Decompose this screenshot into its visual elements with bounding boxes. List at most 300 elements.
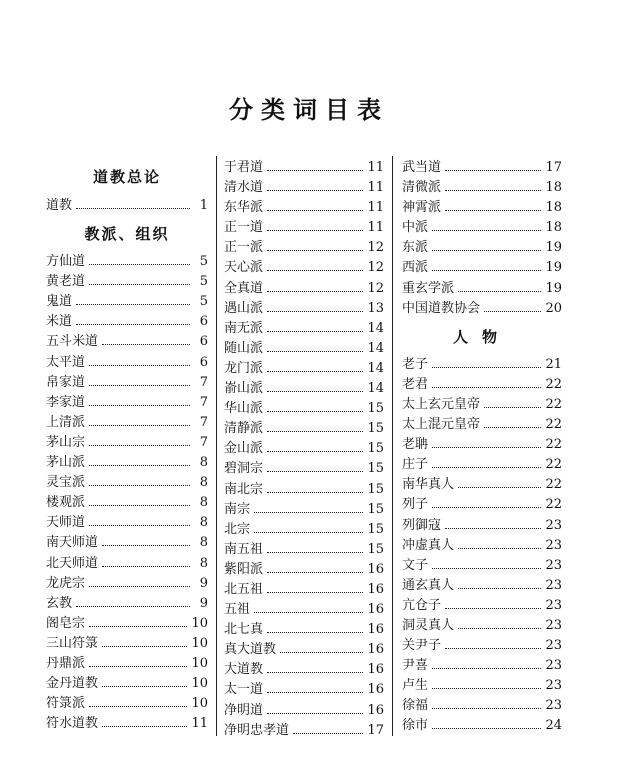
entry-page-number: 6 — [199, 334, 208, 350]
entry-page-number: 18 — [545, 180, 562, 196]
index-entry — [402, 556, 562, 576]
index-entry — [224, 660, 384, 680]
index-entry — [402, 218, 562, 238]
entry-name: 华山派 — [224, 401, 264, 417]
index-entry — [224, 379, 384, 399]
index-entry — [224, 198, 384, 218]
entry-name: 道教 — [46, 198, 73, 213]
entry-page-number: 15 — [367, 441, 384, 457]
entry-page-number: 1 — [199, 198, 208, 213]
entry-name: 李家道 — [46, 394, 86, 410]
entry-page-number: 23 — [545, 557, 562, 573]
entry-page-number: 5 — [199, 254, 208, 270]
index-entry — [402, 279, 562, 299]
entry-name: 阁皂宗 — [46, 615, 86, 631]
entry-page-number: 11 — [367, 220, 384, 236]
leader-dots — [458, 480, 541, 489]
entry-name: 嵛山派 — [224, 381, 264, 397]
entry-name: 茅山宗 — [46, 434, 86, 450]
leader-dots — [267, 202, 363, 211]
entry-name: 庄子 — [402, 457, 429, 473]
entry-name: 于君道 — [224, 160, 264, 175]
entry-page-number: 23 — [545, 597, 562, 613]
entry-page-number: 12 — [367, 240, 384, 256]
leader-dots — [89, 437, 190, 446]
entry-page-number: 19 — [545, 240, 562, 256]
leader-dots — [432, 701, 541, 710]
entry-page-number: 23 — [545, 678, 562, 694]
index-entry — [224, 299, 384, 319]
entry-page-number: 17 — [367, 722, 384, 738]
index-entry — [46, 312, 208, 332]
index-entry — [402, 238, 562, 258]
index-entry — [224, 500, 384, 520]
leader-dots — [267, 444, 363, 453]
index-entry — [224, 439, 384, 459]
entry-name: 重玄学派 — [402, 280, 455, 296]
index-entry — [402, 178, 562, 198]
entry-page-number: 12 — [367, 280, 384, 296]
entry-page-number: 11 — [367, 160, 384, 175]
index-entry — [402, 258, 562, 278]
entry-list — [46, 196, 208, 216]
index-entry — [46, 694, 208, 714]
entry-name: 太一道 — [224, 682, 264, 698]
leader-dots — [445, 182, 541, 191]
index-entry — [402, 355, 562, 375]
entry-list — [402, 355, 562, 737]
leader-dots — [102, 558, 190, 567]
entry-name: 列御寇 — [402, 517, 442, 533]
entry-page-number: 14 — [367, 340, 384, 356]
leader-dots — [280, 644, 363, 653]
entry-page-number: 23 — [545, 537, 562, 553]
entry-page-number: 16 — [367, 642, 384, 658]
leader-dots — [267, 222, 363, 231]
entry-page-number: 23 — [545, 698, 562, 714]
entry-page-number: 15 — [367, 541, 384, 557]
index-entry — [224, 339, 384, 359]
entry-page-number: 23 — [545, 577, 562, 593]
entry-name: 鬼道 — [46, 294, 73, 310]
index-entry — [224, 560, 384, 580]
index-entry — [402, 696, 562, 716]
entry-name: 遇山派 — [224, 300, 264, 316]
entry-page-number: 15 — [367, 401, 384, 417]
index-entry — [402, 616, 562, 636]
entry-page-number: 10 — [191, 676, 208, 692]
index-entry — [402, 656, 562, 676]
entry-page-number: 24 — [545, 718, 562, 734]
index-entry — [402, 636, 562, 656]
index-entry — [46, 332, 208, 352]
leader-dots — [76, 598, 190, 607]
leader-dots — [267, 303, 363, 312]
entry-page-number: 16 — [367, 702, 384, 718]
index-entry — [402, 455, 562, 475]
index-entry — [46, 554, 208, 574]
entry-page-number: 20 — [545, 300, 562, 316]
entry-page-number: 10 — [191, 615, 208, 631]
entry-name: 关尹子 — [402, 638, 442, 654]
entry-name: 真大道教 — [224, 642, 277, 658]
entry-page-number: 6 — [199, 354, 208, 370]
leader-dots — [89, 357, 190, 366]
leader-dots — [432, 263, 541, 272]
entry-name: 北天师道 — [46, 555, 99, 571]
leader-dots — [89, 377, 190, 386]
entry-page-number: 8 — [199, 475, 208, 491]
entry-page-number: 15 — [367, 521, 384, 537]
index-entry — [224, 158, 384, 178]
index-entry — [224, 721, 384, 741]
index-entry — [224, 218, 384, 238]
entry-name: 卢生 — [402, 678, 429, 694]
leader-dots — [432, 680, 541, 689]
leader-dots — [267, 423, 363, 432]
entry-name: 黄老道 — [46, 274, 86, 290]
index-entry — [402, 375, 562, 395]
index-column-2 — [224, 158, 384, 741]
leader-dots — [267, 363, 363, 372]
leader-dots — [267, 464, 363, 473]
entry-name: 碧洞宗 — [224, 461, 264, 477]
entry-name: 全真道 — [224, 280, 264, 296]
leader-dots — [445, 600, 541, 609]
index-entry — [402, 395, 562, 415]
entry-page-number: 19 — [545, 280, 562, 296]
entry-page-number: 15 — [367, 461, 384, 477]
leader-dots — [458, 540, 541, 549]
entry-page-number: 8 — [199, 495, 208, 511]
leader-dots — [432, 500, 541, 509]
entry-name: 楼观派 — [46, 495, 86, 511]
entry-name: 龙门派 — [224, 360, 264, 376]
index-entry — [46, 433, 208, 453]
leader-dots — [267, 564, 363, 573]
index-entry — [224, 701, 384, 721]
leader-dots — [267, 584, 363, 593]
entry-list — [402, 158, 562, 319]
leader-dots — [267, 705, 363, 714]
entry-page-number: 17 — [545, 160, 562, 175]
entry-page-number: 14 — [367, 381, 384, 397]
leader-dots — [267, 162, 363, 171]
page-title: 分类词目表 — [229, 95, 389, 124]
column-divider — [216, 156, 217, 736]
leader-dots — [102, 538, 190, 547]
entry-page-number: 22 — [545, 417, 562, 433]
index-entry — [402, 536, 562, 556]
index-entry — [46, 533, 208, 553]
entry-name: 米道 — [46, 314, 73, 330]
index-entry — [224, 359, 384, 379]
leader-dots — [432, 721, 541, 730]
entry-name: 洞灵真人 — [402, 617, 455, 633]
entry-name: 东派 — [402, 240, 429, 256]
leader-dots — [432, 222, 541, 231]
entry-page-number: 21 — [545, 356, 562, 372]
entry-page-number: 18 — [545, 200, 562, 216]
entry-page-number: 22 — [545, 396, 562, 412]
leader-dots — [89, 518, 190, 527]
entry-name: 东华派 — [224, 200, 264, 216]
entry-name: 随山派 — [224, 340, 264, 356]
entry-name: 太平道 — [46, 354, 86, 370]
leader-dots — [432, 459, 541, 468]
entry-page-number: 18 — [545, 220, 562, 236]
index-entry — [224, 480, 384, 500]
entry-page-number: 16 — [367, 622, 384, 638]
index-entry — [46, 413, 208, 433]
leader-dots — [89, 578, 190, 587]
entry-page-number: 15 — [367, 421, 384, 437]
entry-name: 天心派 — [224, 260, 264, 276]
leader-dots — [76, 296, 190, 305]
entry-name: 三山符箓 — [46, 635, 99, 651]
entry-name: 金山派 — [224, 441, 264, 457]
entry-page-number: 7 — [199, 374, 208, 390]
index-entry — [224, 258, 384, 278]
leader-dots — [445, 520, 541, 529]
entry-page-number: 16 — [367, 662, 384, 678]
leader-dots — [484, 303, 541, 312]
entry-name: 西派 — [402, 260, 429, 276]
entry-page-number: 22 — [545, 437, 562, 453]
leader-dots — [89, 477, 190, 486]
index-entry — [46, 654, 208, 674]
leader-dots — [484, 419, 541, 428]
entry-name: 帛家道 — [46, 374, 86, 390]
entry-name: 徐福 — [402, 698, 429, 714]
entry-name: 方仙道 — [46, 254, 86, 270]
index-entry — [46, 714, 208, 734]
entry-name: 龙虎宗 — [46, 575, 86, 591]
leader-dots — [89, 658, 187, 667]
leader-dots — [254, 504, 363, 513]
index-entry — [402, 435, 562, 455]
leader-dots — [458, 620, 541, 629]
entry-page-number: 23 — [545, 658, 562, 674]
entry-page-number: 10 — [191, 635, 208, 651]
entry-page-number: 8 — [199, 515, 208, 531]
leader-dots — [432, 660, 541, 669]
entry-page-number: 16 — [367, 581, 384, 597]
entry-list — [224, 158, 384, 741]
leader-dots — [254, 524, 363, 533]
leader-dots — [432, 439, 541, 448]
entry-page-number: 11 — [367, 180, 384, 196]
entry-page-number: 7 — [199, 414, 208, 430]
index-entry — [224, 279, 384, 299]
leader-dots — [267, 182, 363, 191]
entry-name: 文子 — [402, 557, 429, 573]
entry-name: 大道教 — [224, 662, 264, 678]
entry-name: 清静派 — [224, 421, 264, 437]
index-entry — [46, 473, 208, 493]
entry-name: 冲虚真人 — [402, 537, 455, 553]
entry-name: 玄教 — [46, 595, 73, 611]
entry-name: 茅山派 — [46, 455, 86, 471]
section-heading-sects: 教派、组织 — [84, 225, 170, 244]
leader-dots — [102, 638, 187, 647]
entry-name: 武当道 — [402, 160, 442, 175]
entry-name: 老子 — [402, 356, 429, 372]
index-entry — [46, 373, 208, 393]
leader-dots — [267, 323, 363, 332]
entry-name: 太上混元皇帝 — [402, 417, 481, 433]
entry-name: 灵宝派 — [46, 475, 86, 491]
index-entry — [402, 415, 562, 435]
index-entry — [224, 520, 384, 540]
index-entry — [402, 495, 562, 515]
leader-dots — [432, 243, 541, 252]
index-entry — [224, 620, 384, 640]
entry-name: 中国道教协会 — [402, 300, 481, 316]
index-entry — [46, 513, 208, 533]
index-column-1 — [46, 158, 208, 734]
index-entry — [46, 292, 208, 312]
entry-name: 通玄真人 — [402, 577, 455, 593]
leader-dots — [267, 383, 363, 392]
entry-name: 北七真 — [224, 622, 264, 638]
index-entry — [46, 353, 208, 373]
index-entry — [402, 516, 562, 536]
index-entry — [46, 493, 208, 513]
index-entry — [46, 272, 208, 292]
entry-page-number: 7 — [199, 434, 208, 450]
entry-list — [46, 252, 208, 734]
leader-dots — [267, 624, 363, 633]
entry-name: 尹喜 — [402, 658, 429, 674]
index-entry — [224, 178, 384, 198]
leader-dots — [76, 317, 190, 326]
index-entry — [224, 238, 384, 258]
entry-name: 净明忠孝道 — [224, 722, 290, 738]
leader-dots — [89, 276, 190, 285]
index-entry — [224, 319, 384, 339]
index-entry — [46, 196, 208, 216]
entry-name: 紫阳派 — [224, 561, 264, 577]
index-entry — [224, 640, 384, 660]
entry-name: 南天师道 — [46, 535, 99, 551]
index-entry — [402, 716, 562, 736]
leader-dots — [89, 698, 187, 707]
entry-page-number: 19 — [545, 260, 562, 276]
index-entry — [224, 399, 384, 419]
leader-dots — [432, 379, 541, 388]
section-heading-general: 道教总论 — [92, 168, 161, 186]
index-entry — [224, 600, 384, 620]
leader-dots — [293, 725, 363, 734]
entry-name: 符箓派 — [46, 696, 86, 712]
index-entry — [46, 634, 208, 654]
leader-dots — [267, 343, 363, 352]
entry-page-number: 11 — [191, 716, 208, 732]
entry-page-number: 16 — [367, 602, 384, 618]
index-entry — [224, 680, 384, 700]
entry-name: 老聃 — [402, 437, 429, 453]
index-entry — [46, 674, 208, 694]
entry-name: 中派 — [402, 220, 429, 236]
index-entry — [402, 299, 562, 319]
entry-page-number: 10 — [191, 696, 208, 712]
entry-name: 亢仓子 — [402, 597, 442, 613]
entry-page-number: 16 — [367, 682, 384, 698]
entry-name: 南无派 — [224, 320, 264, 336]
entry-page-number: 15 — [367, 501, 384, 517]
leader-dots — [484, 399, 541, 408]
entry-name: 徐市 — [402, 718, 429, 734]
entry-page-number: 9 — [199, 595, 208, 611]
entry-name: 南宗 — [224, 501, 251, 517]
leader-dots — [458, 580, 541, 589]
index-entry — [402, 576, 562, 596]
leader-dots — [432, 560, 541, 569]
entry-page-number: 7 — [199, 394, 208, 410]
index-entry — [46, 453, 208, 473]
entry-page-number: 9 — [199, 575, 208, 591]
leader-dots — [102, 678, 187, 687]
index-entry — [46, 614, 208, 634]
index-entry — [402, 158, 562, 178]
entry-name: 北宗 — [224, 521, 251, 537]
index-entry — [46, 574, 208, 594]
entry-name: 净明道 — [224, 702, 264, 718]
entry-page-number: 10 — [191, 655, 208, 671]
leader-dots — [267, 403, 363, 412]
entry-name: 太上玄元皇帝 — [402, 396, 481, 412]
leader-dots — [445, 202, 541, 211]
section-heading-people: 人物 — [452, 327, 511, 346]
leader-dots — [267, 484, 363, 493]
entry-page-number: 8 — [199, 455, 208, 471]
leader-dots — [458, 283, 541, 292]
leader-dots — [267, 283, 363, 292]
leader-dots — [89, 397, 190, 406]
leader-dots — [102, 718, 187, 727]
leader-dots — [254, 604, 363, 613]
index-entry — [402, 475, 562, 495]
entry-page-number: 16 — [367, 561, 384, 577]
entry-name: 老君 — [402, 376, 429, 392]
index-entry — [402, 198, 562, 218]
entry-name: 金丹道教 — [46, 676, 99, 692]
entry-page-number: 13 — [367, 300, 384, 316]
entry-name: 南五祖 — [224, 541, 264, 557]
index-entry — [46, 252, 208, 272]
entry-name: 上清派 — [46, 414, 86, 430]
entry-page-number: 15 — [367, 481, 384, 497]
leader-dots — [267, 243, 363, 252]
entry-page-number: 5 — [199, 274, 208, 290]
entry-page-number: 22 — [545, 497, 562, 513]
entry-page-number: 6 — [199, 314, 208, 330]
entry-page-number: 22 — [545, 457, 562, 473]
entry-name: 五斗米道 — [46, 334, 99, 350]
column-divider — [392, 156, 393, 736]
entry-name: 丹鼎派 — [46, 655, 86, 671]
leader-dots — [267, 544, 363, 553]
entry-name: 北五祖 — [224, 581, 264, 597]
entry-page-number: 23 — [545, 638, 562, 654]
leader-dots — [89, 417, 190, 426]
index-entry — [224, 580, 384, 600]
entry-page-number: 5 — [199, 294, 208, 310]
entry-name: 正一道 — [224, 220, 264, 236]
index-entry — [402, 596, 562, 616]
entry-name: 清水道 — [224, 180, 264, 196]
